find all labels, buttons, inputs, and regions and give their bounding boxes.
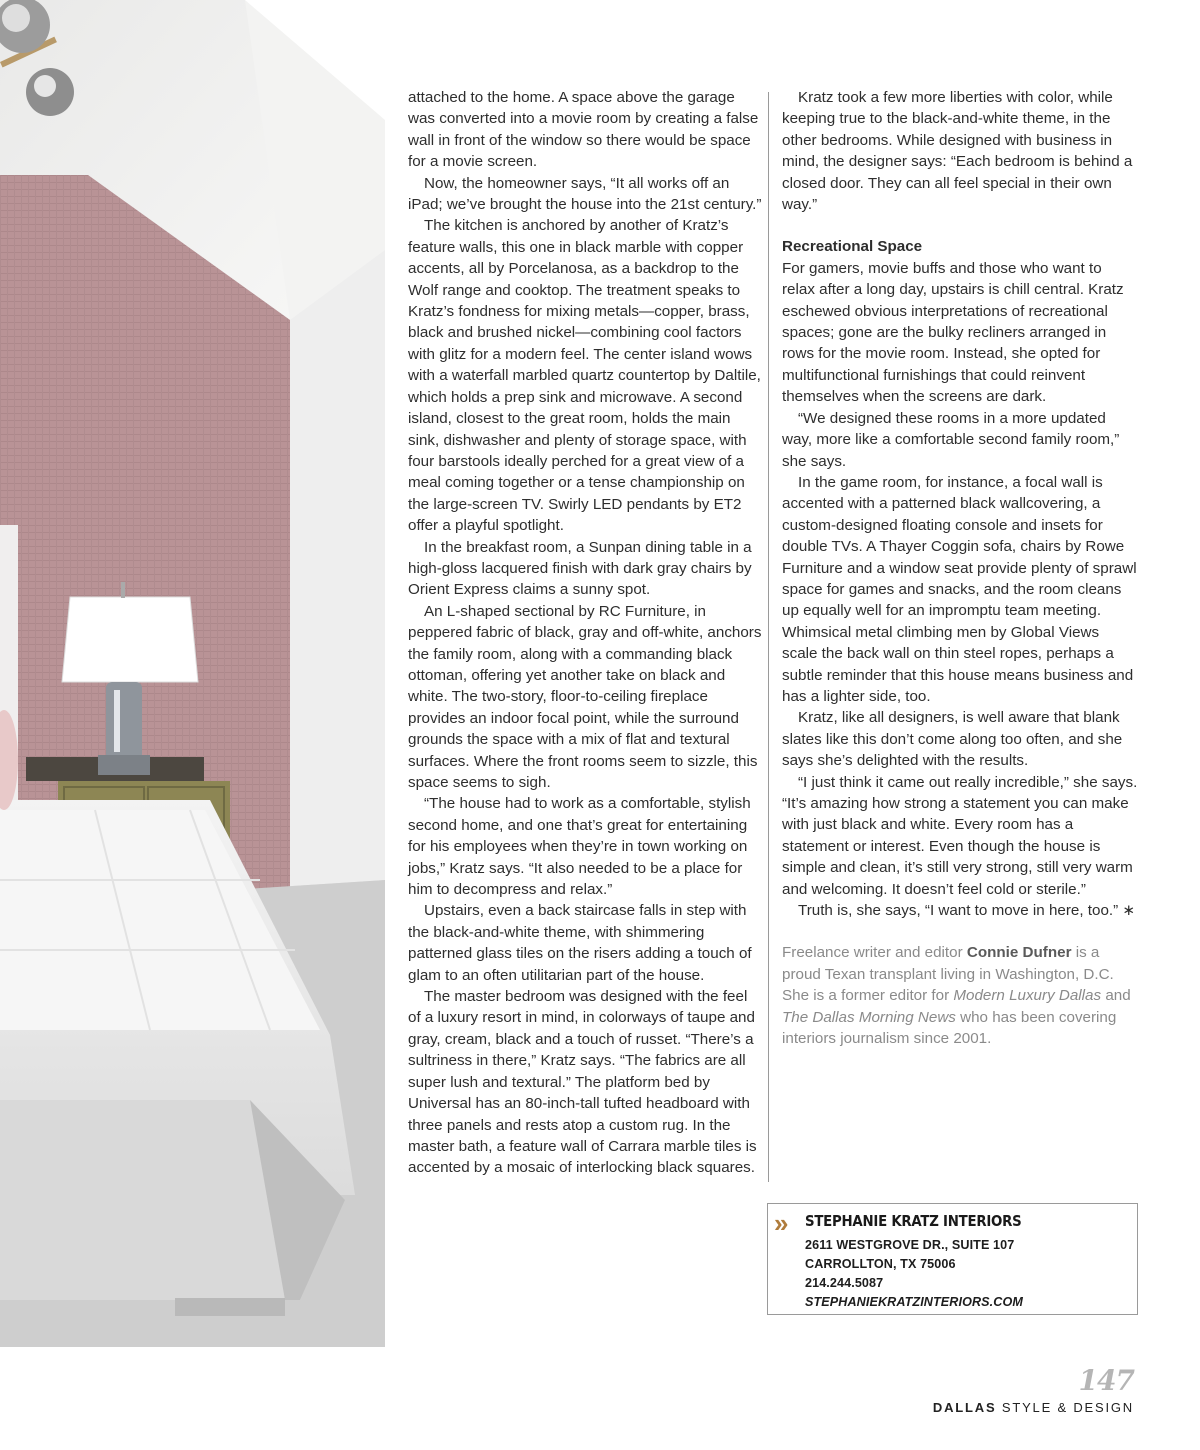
- paragraph: Truth is, she says, “I want to move in here, too.” ∗: [798, 902, 1136, 920]
- article-column-2: [782, 87, 1138, 1049]
- bio-text: is a proud Texan transplant living in Washington, D.C. She is a former editor for: [782, 944, 1114, 1005]
- paragraph: An L-shaped sectional by RC Furniture, in peppered fabric of black, gray and off-white, anchors the family room, along with a commanding black ottoman, offering yet another take on black and white. The two-story, floor-to-ceiling fireplace provides an indoor focal point, while the surround grounds the space with a mix of flat and textural surfaces. Where the front rooms seem to sizzle, this space seems to sigh.: [408, 602, 762, 791]
- author-name: Connie Dufner: [966, 944, 1072, 962]
- magazine-name: [933, 1400, 1134, 1415]
- publication-name: Modern Luxury Dallas: [953, 987, 1102, 1005]
- paragraph: In the game room, for instance, a focal wall is accented with a patterned black wallcovering, a custom-designed floating console and insets for double TVs. A Thayer Coggin sofa, chairs by Rowe Furniture and a window seat provide plenty of sprawl space for games and snacks, and the room cleans up equally well for an impromptu team meeting. Whimsical metal climbing men by Global Views scale the back wall on thin steel ropes, perhaps a subtle reminder that this house means business and has a lighter side, too.: [782, 473, 1137, 705]
- bio-text: Freelance writer and editor: [782, 944, 967, 962]
- paragraph: attached to the home. A space above the garage was converted into a movie room by creating a false wall in front of the window so there would be space for a movie screen.: [408, 89, 759, 171]
- paragraph: The master bedroom was designed with the feel of a luxury resort in mind, in colorways of taupe and gray, cream, black and a touch of russet. “There’s a sultriness in there,” Kratz says. “The fabrics are all super lush and textural.” The platform bed by Universal has an 80-inch-tall tufted headboard with three panels and rests atop a custom rug. In the master bath, a feature wall of Carrara marble tiles is accented by a mosaic of interlocking black squares.: [408, 988, 757, 1177]
- paragraph: Upstairs, even a back staircase falls in step with the black-and-white theme, with shimmering patterned glass tiles on the risers adding a touch of glam to an often utilitarian part of the house.: [408, 902, 752, 984]
- paragraph: Kratz took a few more liberties with color, while keeping true to the black-and-white theme, in the other bedrooms. While designed with business in mind, the designer says: “Each bedroom is behind a closed door. They can all feel special in their own way.”: [782, 89, 1133, 214]
- contact-box: [767, 1203, 1138, 1315]
- address-line-1: 2611 WESTGROVE DR., SUITE 107: [805, 1238, 1015, 1252]
- phone-number: 214.244.5087: [805, 1276, 884, 1290]
- bio-text: and: [1101, 987, 1131, 1005]
- magazine-name-bold: DALLAS: [932, 1400, 997, 1415]
- company-name: STEPHANIE KRATZ INTERIORS: [805, 1212, 1022, 1230]
- column-divider: [768, 92, 769, 1182]
- paragraph: In the breakfast room, a Sunpan dining table in a high-gloss lacquered finish with dark gray chairs by Orient Express claims a sunny spot.: [408, 538, 752, 599]
- paragraph: “I just think it came out really incredible,” she says. “It’s amazing how strong a statement you can make with just black and white. Every room has a statement or interest. Even though the house is simple and clean, it’s still very strong, still very warm and welcoming. It doesn’t feel cold or sterile.”: [782, 773, 1138, 898]
- bedroom-illustration: [0, 0, 385, 1347]
- author-bio: [782, 942, 1138, 1049]
- address-line-2: CARROLLTON, TX 75006: [805, 1257, 956, 1271]
- paragraph: For gamers, movie buffs and those who want to relax after a long day, upstairs is chill central. Kratz eschewed obvious interpretations of recreational spaces; gone are the bulky recliners arranged in rows for the movie room. Instead, she opted for multifunctional furnishings that could reinvent themselves when the screens are dark.: [782, 259, 1124, 406]
- page-number: 147: [1078, 1364, 1134, 1397]
- website-link[interactable]: STEPHANIEKRATZINTERIORS.COM: [805, 1295, 1023, 1309]
- chevron-icon: »: [774, 1208, 783, 1238]
- magazine-name-rest: STYLE & DESIGN: [996, 1400, 1134, 1415]
- bedroom-photo: [0, 0, 385, 1347]
- paragraph: Kratz, like all designers, is well aware that blank slates like this don’t come along too often, and she says she’s delighted with the results.: [782, 709, 1123, 770]
- paragraph: Now, the homeowner says, “It all works off an iPad; we’ve brought the house into the 21st century.”: [408, 174, 762, 214]
- bio-text: who has been covering interiors journalism since 2001.: [782, 1008, 1117, 1048]
- paragraph: The kitchen is anchored by another of Kratz’s feature walls, this one in black marble with copper accents, all by Porcelanosa, as a backdrop to the Wolf range and cooktop. The treatment speaks to Kratz’s fondness for mixing metals—copper, brass, black and brushed nickel—combining cool factors with glitz for a modern feel. The center island wows with a waterfall marbled quartz countertop by Daltile, which holds a prep sink and microwave. A second island, closest to the great room, holds the main sink, dishwasher and plenty of storage space, with four barstools ideally perched for a great view of a meal coming together or a tense championship on the large-screen TV. Swirly LED pendants by ET2 offer a playful spotlight.: [408, 217, 761, 535]
- paragraph: “We designed these rooms in a more updated way, more like a comfortable second family room,” she says.: [782, 409, 1120, 470]
- paragraph: “The house had to work as a comfortable, stylish second home, and one that’s great for entertaining for his employees when they’re in town working on jobs,” Kratz says. “It also needed to be a place for him to decompress and relax.”: [408, 795, 751, 899]
- publication-name: The Dallas Morning News: [782, 1008, 956, 1026]
- section-subhead: Recreational Space: [782, 238, 923, 256]
- article-column-1: [408, 87, 764, 1179]
